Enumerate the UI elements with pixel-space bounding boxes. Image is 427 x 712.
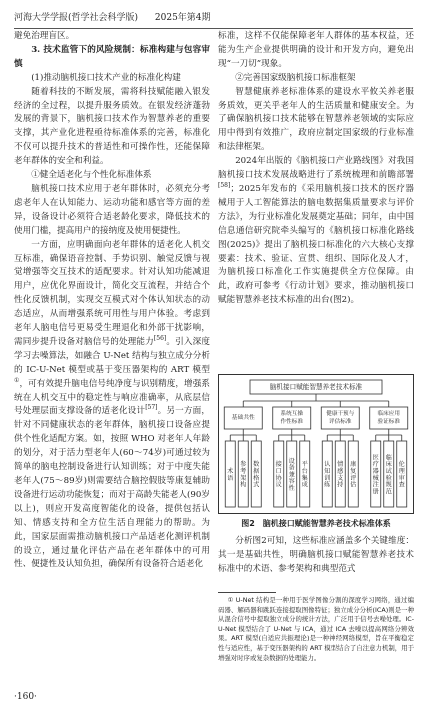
diagram-subitem-label: 平台集成	[301, 461, 308, 489]
running-header	[14, 8, 413, 29]
standards-tree-diagram	[219, 375, 413, 513]
diagram-subitem-label: 康复评估	[350, 461, 357, 489]
diagram-subitem-label: 临床试验规范	[385, 454, 392, 496]
text-run: ，可有效提升脑电信号纯净度与识别精度，增强系统在人机交互中的稳定性与响应准确率，从底层信号处理层面支撑设备的适老化设计	[14, 378, 210, 417]
figure-caption: 图2 脑机接口赋能智慧养老技术标准体系	[241, 519, 391, 528]
diagram-subitem-label: 数据格式	[253, 461, 260, 489]
paragraph: 避免治理盲区。	[14, 31, 75, 41]
footnote	[218, 596, 414, 663]
issue-label: 2025年第4期	[154, 13, 211, 23]
figure-diagram	[218, 374, 414, 514]
left-column	[14, 30, 210, 572]
paragraph: 标准，这样不仅能保障老年人群体的基本权益，还能为生产企业提供明确的设计和开发方向，避免出现“一刀切”现象。	[218, 31, 414, 69]
journal-name: 河海大学学报(哲学社会科学版)	[14, 13, 139, 23]
citation-ref[interactable]: [58]	[218, 182, 231, 190]
paragraph: 随着科技的不断发展，需将科技赋能融入银发经济的全过程，以提升服务质效。在银发经济蓬勃发展的背景下，脑机接口技术作为智慧养老的重要支撑，其产业化进程亟待标准体系的完善，标准化不仅可以提升技术的普适性和可操作性，还能保障老年群体的安全和利益。	[14, 86, 210, 167]
diagram-subitem-label: 伦理审查	[398, 461, 405, 489]
text-run: 。引入深度学习去噪算法，如融合 U-Net 结构与独立成分分析的 IC-U-Net 模型或基于变压器架构的 ART 模型	[14, 336, 210, 375]
diagram-category-label: 系统互操	[280, 411, 303, 417]
sub-heading: ②完善国家级脑机接口标准框架	[235, 72, 356, 83]
diagram-subitem-label: 情感支持	[337, 461, 344, 489]
diagram-category-label: 基础共性	[231, 415, 255, 421]
text-run: 2024年出版的《脑机接口产业路线图》对我国脑机接口技术发展战略进行了系统梳理和前瞻部署	[218, 156, 414, 181]
page-number: ·160·	[14, 692, 37, 702]
diagram-category-label: 验证标准	[377, 419, 400, 425]
footnote-divider	[218, 592, 276, 593]
text-run: 。另一方面，针对不同健康状态的老年群体，脑机接口设备应提供个性化适配方案。如，按照 WHO 对老年人年龄的划分，对于活力型老年人(60～74岁)可通过较为简单的脑电控制设备进行认知训练；对于中度失能老年人(75～89岁)则需要结合脑控假肢等康复辅助设备进行运动功能恢复；而对于高龄失能老人(90岁以上)，则应开发高度智能化的设备，提供包括认知、情感支持和全方位生活自理能力的帮助。为此，国家层面需推动脑机接口产品适老化测评机制的设立，通过量化评估产品在老年群体中的可用性、便捷性及认知负担，确保所有设备符合适老化	[14, 406, 210, 570]
diagram-subitem-label: 认知训练	[324, 461, 331, 489]
paragraph	[14, 239, 210, 573]
diagram-category-label: 健康干预与	[326, 411, 355, 417]
diagram-category-label: 评估标准	[329, 419, 352, 425]
diagram-subitem-label: 参考架构	[240, 461, 247, 489]
paragraph	[218, 155, 414, 308]
paragraph: 分析图2可知，这些标准应涵盖多个关键维度：其一是基础共性，明确脑机接口赋能智慧养老技术标准中的术语、参考架构和典型范式	[218, 536, 414, 574]
diagram-root-label: 脑机接口赋能智慧养老技术标准	[269, 383, 363, 391]
diagram-subitem-label: 设备兼容性	[288, 457, 295, 492]
after-figure-text	[218, 535, 414, 577]
section-heading: 3. 技术监管下的风险规制：标准构建与包容审慎	[14, 44, 210, 69]
diagram-category-label: 临床应用	[377, 411, 400, 417]
footnote-text: ① U-Net 结构是一种用于医学图像分割的深度学习网络，通过编码器、解码器和跳跃连接提取图像特征；独立成分分析(ICA)则是一种从混合信号中提取独立成分的统计方法，广泛用于信号去噪处理。IC-U-Net 模型结合了 U-Net 与 ICA，通过 ICA 去噪以提高网络分辨效果。ART 模型(自适应共振理论)是一种神经网络模型，旨在平衡稳定性与适应性，基于变压器架构的 ART 模型结合了自注意力机制，用于增强对时序或复杂数据的处理能力。	[218, 596, 414, 662]
sub-heading: ①健全适老化与个性化标准体系	[31, 170, 152, 181]
paragraph: 脑机接口技术应用于老年群体时，必须充分考虑老年人在认知能力、运动功能和感官等方面的差异，设备设计必须符合适老龄化要求，降低技术的使用门槛，提高用户的接纳度及使用便捷性。	[14, 183, 210, 236]
footnote-marker[interactable]: ①	[14, 376, 20, 384]
diagram-subitem-label: 术语	[227, 467, 234, 482]
citation-ref[interactable]: [56]	[153, 335, 167, 343]
text-run: 一方面，应明确面向老年群体的适老化人机交互标准，确保语音控制、手势识别、触觉反馈与视觉增强等交互技术的适配要求。针对认知功能减退用户，应优化界面设计，简化交互流程，并结合个性化反馈机制，实现交互模式对个体认知状态的动态适应，从而增强系统可用性与用户体验。考虑到老年人脑电信号更易受生理退化和外部干扰影响，需同步提升设备对脑信号的处理能力	[14, 239, 210, 347]
diagram-subitem-label: 医疗器械注册	[372, 454, 379, 496]
text-run: ；2025年发布的《采用脑机接口技术的医疗器械用于人工智能算法的脑电数据集质量要求与评价方法》，为行业标准化发展奠定基础；同年，由中国信息通信研究院牵头编写的《脑机接口标准化路线图(2025)》提出了脑机接口标准化的六大核心支撑要素：技术、验证、宣贯、组织、国际化及人才，为脑机接口标准化工作实施提供全方位保障。由此，政府可参考《行动计划》要求，推动脑机接口赋能智慧养老技术标准的出台(图2)。	[218, 183, 414, 306]
right-column	[218, 30, 414, 308]
citation-ref[interactable]: [57]	[145, 404, 158, 412]
paragraph: 智慧健康养老标准体系的建设水平攸关养老服务质效，更关乎老年人的生活质量和健康安全。为了确保脑机接口技术能够在智慧养老领域的实际应用中得到有效推广，政府应制定国家级的行业标准和法律框架。	[218, 86, 414, 153]
subsection-heading: (1)推动脑机接口技术产业的标准化构建	[31, 72, 181, 83]
diagram-category-label: 作性标准	[280, 419, 303, 425]
diagram-subitem-label: 接口协议	[275, 461, 282, 489]
